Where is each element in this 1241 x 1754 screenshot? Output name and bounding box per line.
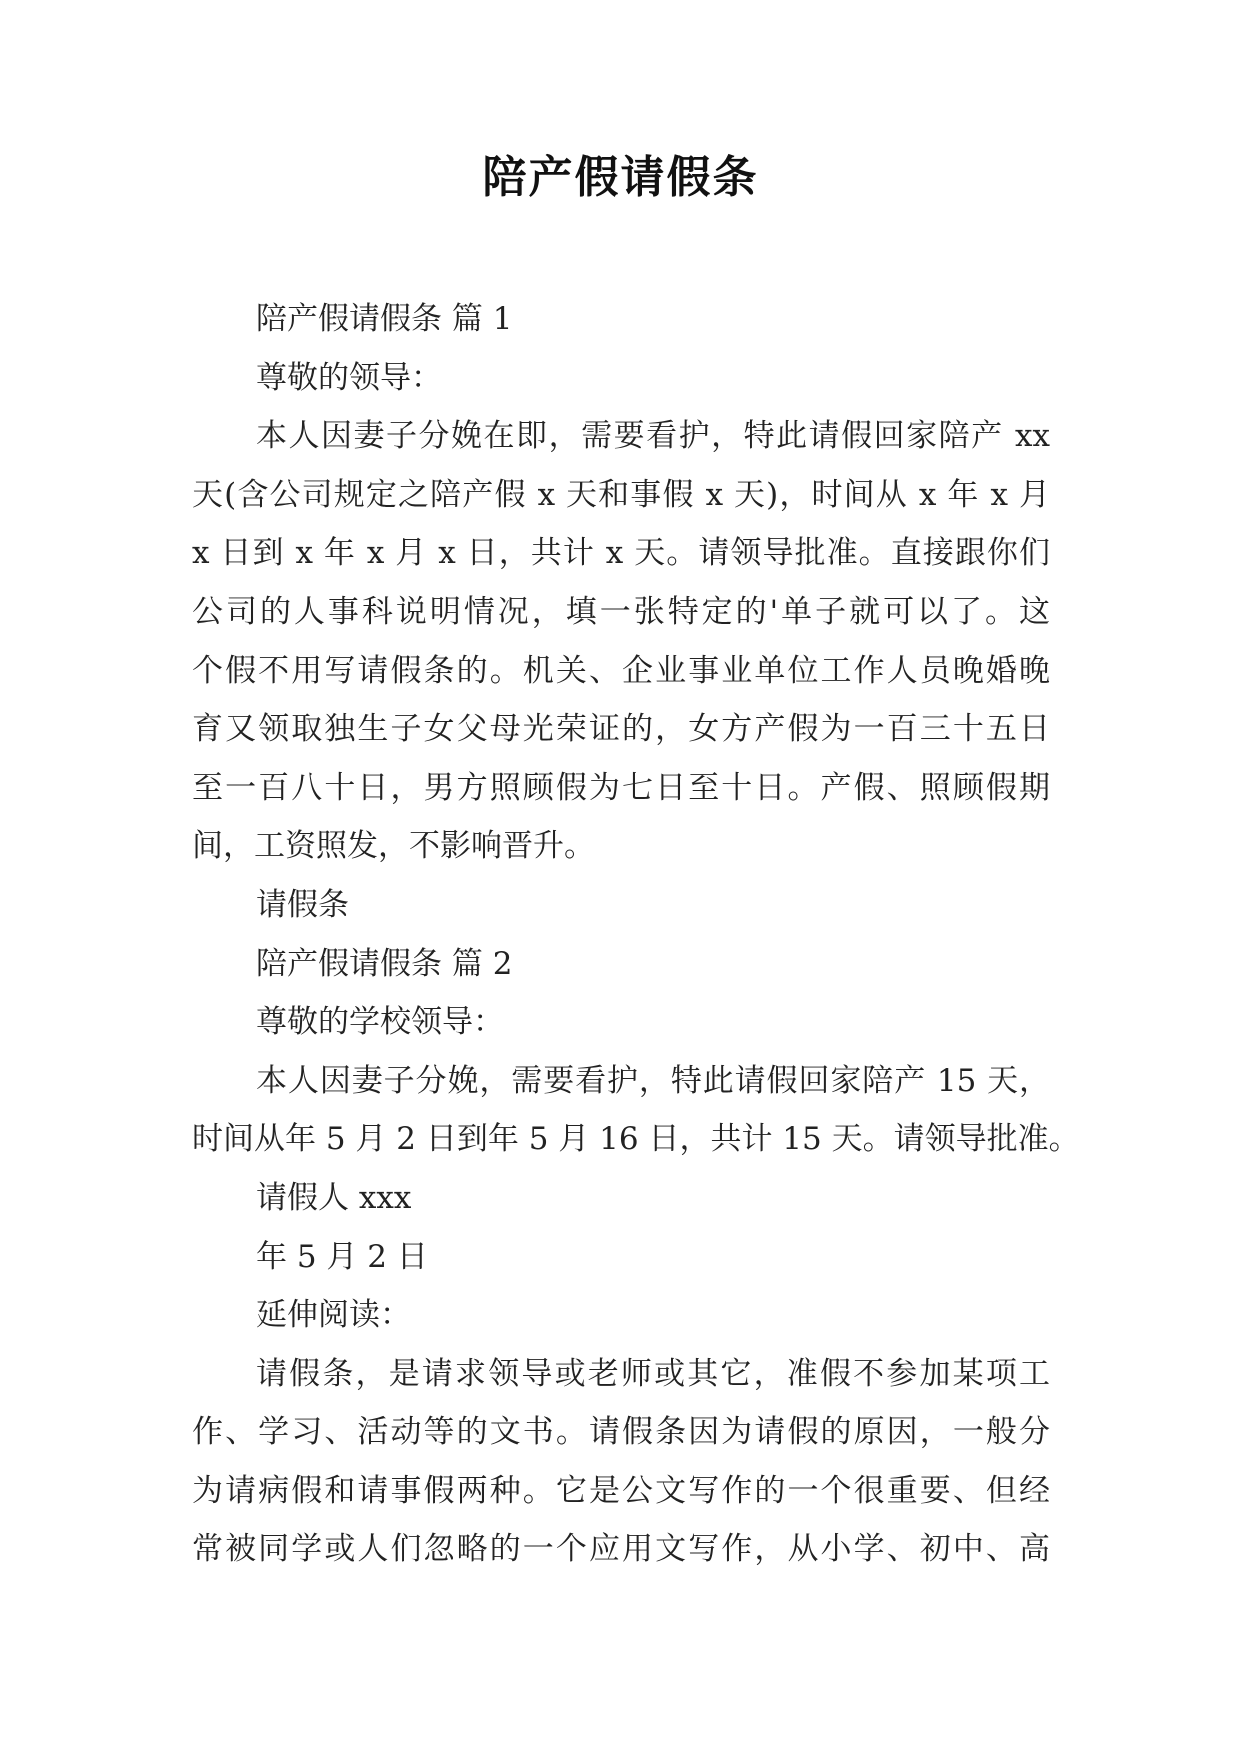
text-line: 尊敬的领导： [256, 359, 442, 396]
text-line: 常被同学或人们忽略的一个应用文写作，从小学、初中、高 [192, 1531, 1050, 1568]
text-line: 陪产假请假条 篇 2 [256, 945, 513, 982]
text-line: 公司的人事科说明情况，填一张特定的'单子就可以了。这 [192, 593, 1050, 630]
text-line: 至一百八十日，男方照顾假为七日至十日。产假、照顾假期 [192, 769, 1050, 806]
text-line: 本人因妻子分娩在即，需要看护，特此请假回家陪产 xx [256, 418, 1050, 455]
text-line: 时间从年 5 月 2 日到年 5 月 16 日，共计 15 天。请领导批准。 [192, 1121, 1080, 1158]
text-line: 延伸阅读： [256, 1297, 411, 1334]
text-line: 陪产假请假条 篇 1 [256, 301, 513, 337]
text-line: 育又领取独生子女父母光荣证的，女方产假为一百三十五日 [192, 711, 1050, 748]
text-line: 个假不用写请假条的。机关、企业事业单位工作人员晚婚晚 [192, 652, 1050, 689]
text-line: 本人因妻子分娩，需要看护，特此请假回家陪产 15 天， [256, 1062, 1050, 1099]
text-line: 作、学习、活动等的文书。请假条因为请假的原因，一般分 [192, 1414, 1050, 1451]
text-line: x 日到 x 年 x 月 x 日，共计 x 天。请领导批准。直接跟你们 [192, 535, 1050, 572]
document-body [192, 290, 1080, 1579]
text-line: 请假条，是请求领导或老师或其它，准假不参加某项工 [256, 1355, 1050, 1392]
text-line: 请假人 xxx [256, 1179, 412, 1216]
text-line: 尊敬的学校领导： [256, 1004, 504, 1041]
text-line: 为请病假和请事假两种。它是公文写作的一个很重要、但经 [192, 1472, 1050, 1509]
text-line: 天(含公司规定之陪产假 x 天和事假 x 天)，时间从 x 年 x 月 [192, 476, 1050, 513]
text-line: 请假条 [256, 886, 349, 923]
text-line: 年 5 月 2 日 [256, 1238, 428, 1275]
text-line: 间，工资照发，不影响晋升。 [192, 828, 595, 865]
document-title: 陪产假请假条 [482, 152, 759, 203]
